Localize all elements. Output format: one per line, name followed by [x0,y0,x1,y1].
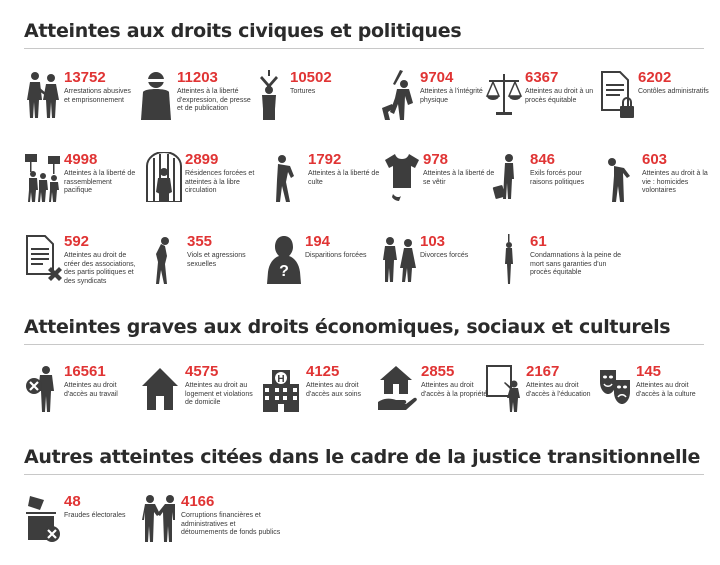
section-divider [24,474,704,475]
svg-text:?: ? [279,263,289,280]
stat-value: 61 [530,233,547,250]
stat-label: Atteintes à la liberté de rassemblement pacifique [64,170,136,195]
scales-of-justice-icon [485,70,523,120]
stat-label: Atteintes au droit à un procès équitable [525,88,594,104]
stat-item [24,70,136,140]
stat-item [596,364,708,434]
stat-label: Exils forcés pour raisons politiques [530,170,585,186]
svg-text:H: H [277,374,285,385]
stat-value: 1792 [308,151,342,168]
stat-value: 9704 [420,69,454,86]
stat-item [373,363,488,434]
stat-item [490,152,602,222]
hanging-tortured-person-icon [250,70,288,120]
tshirt-icon [383,152,421,202]
stat-item [145,152,257,222]
stat-label: Résidences forcées et atteintes à la libre circulation [185,170,255,195]
protesters-icon [24,152,62,202]
stat-item [598,70,710,140]
stat-label: Atteintes au droit d'accès à l'éducation [526,382,591,398]
stat-label: Corruptions financières et administratives et détournements de fonds publics [181,512,281,537]
teacher-at-board-icon [486,364,524,414]
stat-label: Viols et agressions sexuelles [187,252,246,268]
stat-label: Tortures [290,88,316,95]
stat-item [24,364,136,434]
stat-item [137,363,253,434]
stat-item [485,70,597,140]
stat-item [383,152,495,222]
stat-value: 48 [64,493,81,510]
ballot-box-denied-icon [24,494,62,544]
stat-label: Atteintes à la liberté de se vêtir [423,170,495,186]
denied-worker-icon [24,364,62,414]
house-icon [137,364,183,414]
stat-item [268,152,380,222]
traveler-with-suitcase-icon [490,152,528,202]
stat-label: Fraudes électorales [64,512,126,519]
stat-item [380,70,492,140]
assault-icon [380,70,418,120]
falling-person-icon [602,152,640,202]
stat-value: 4166 [181,493,215,510]
stat-label: Disparitions forcées [305,252,367,259]
arrest-icon [24,70,62,120]
stat-label: Condamnations à la peine de mort sans garanties d'un procès équitable [530,252,622,277]
stat-label: Atteintes au droit d'accès au travail [64,382,118,398]
stat-label: Divorces forcés [420,252,469,259]
stat-value: 4575 [185,363,219,380]
stat-value: 6202 [638,69,672,86]
stat-label: Atteintes au droit à la vie : homicides volontaires [642,170,708,195]
stat-value: 592 [64,233,90,250]
stat-item [24,494,136,564]
stat-value: 2899 [185,151,219,168]
stat-label: Arrestations abusives et emprisonnement [64,88,131,104]
stat-item [250,70,362,140]
praying-person-icon [268,152,306,202]
section-title-economic: Atteintes graves aux droits économiques, sociaux et culturels [24,316,671,338]
stat-value: 13752 [64,69,106,86]
person-behind-bars-icon [145,152,183,202]
stat-value: 103 [420,233,446,250]
stat-value: 2167 [526,363,560,380]
stat-item [141,493,281,564]
missing-person-icon [265,234,303,284]
hanged-person-icon [490,234,528,284]
stat-label: Atteintes à la liberté d'expression, de presse et de publication [177,88,251,113]
stat-label: Atteintes au droit d'accès aux soins [306,382,362,398]
gagged-person-icon [137,70,175,120]
stat-value: 145 [636,363,662,380]
stat-label: Atteintes au droit de créer des associations, des partis politiques et des syndicats [64,252,136,285]
section-title-civic: Atteintes aux droits civiques et politiques [24,20,462,42]
section-title-other: Autres atteintes citées dans le cadre de la justice transitionnelle [24,446,701,468]
stat-value: 978 [423,151,449,168]
stat-item [602,152,714,222]
stat-value: 355 [187,233,213,250]
stat-value: 6367 [525,69,559,86]
distressed-woman-icon [147,234,185,284]
stat-label: Atteintes au droit au logement et violations de domicile [185,382,253,407]
stat-value: 4125 [306,363,340,380]
rejected-document-icon [24,234,62,284]
stat-label: Atteintes au droit d'accès à la culture [636,382,696,398]
stat-item [258,364,370,434]
stat-label: Atteintes à la liberté de culte [308,170,380,186]
locked-document-icon [598,70,636,120]
section-divider [24,48,704,49]
stat-item [24,152,136,222]
stat-item [137,70,249,140]
stat-value: 10502 [290,69,332,86]
stat-value: 194 [305,233,331,250]
stat-value: 4998 [64,151,98,168]
section-divider [24,344,704,345]
stat-label: Atteintes à l'intégrité physique [420,88,483,104]
separated-couple-icon [380,234,418,284]
stat-item [147,234,259,304]
hospital-icon [258,364,304,414]
stat-label: Contôles administratifs [638,88,709,95]
stat-label: Atteintes au droit d'accès à la propriété [421,382,488,398]
stat-item [265,234,377,304]
stat-value: 11203 [177,69,218,86]
stat-value: 846 [530,151,556,168]
stat-item [490,233,622,304]
stat-value: 2855 [421,363,455,380]
theater-masks-icon [596,364,634,414]
stat-item [380,234,492,304]
stat-value: 16561 [64,363,106,380]
stat-item [24,234,136,304]
handshake-corruption-icon [141,494,179,544]
house-in-hand-icon [373,364,419,414]
stat-item [486,364,598,434]
stat-value: 603 [642,151,668,168]
